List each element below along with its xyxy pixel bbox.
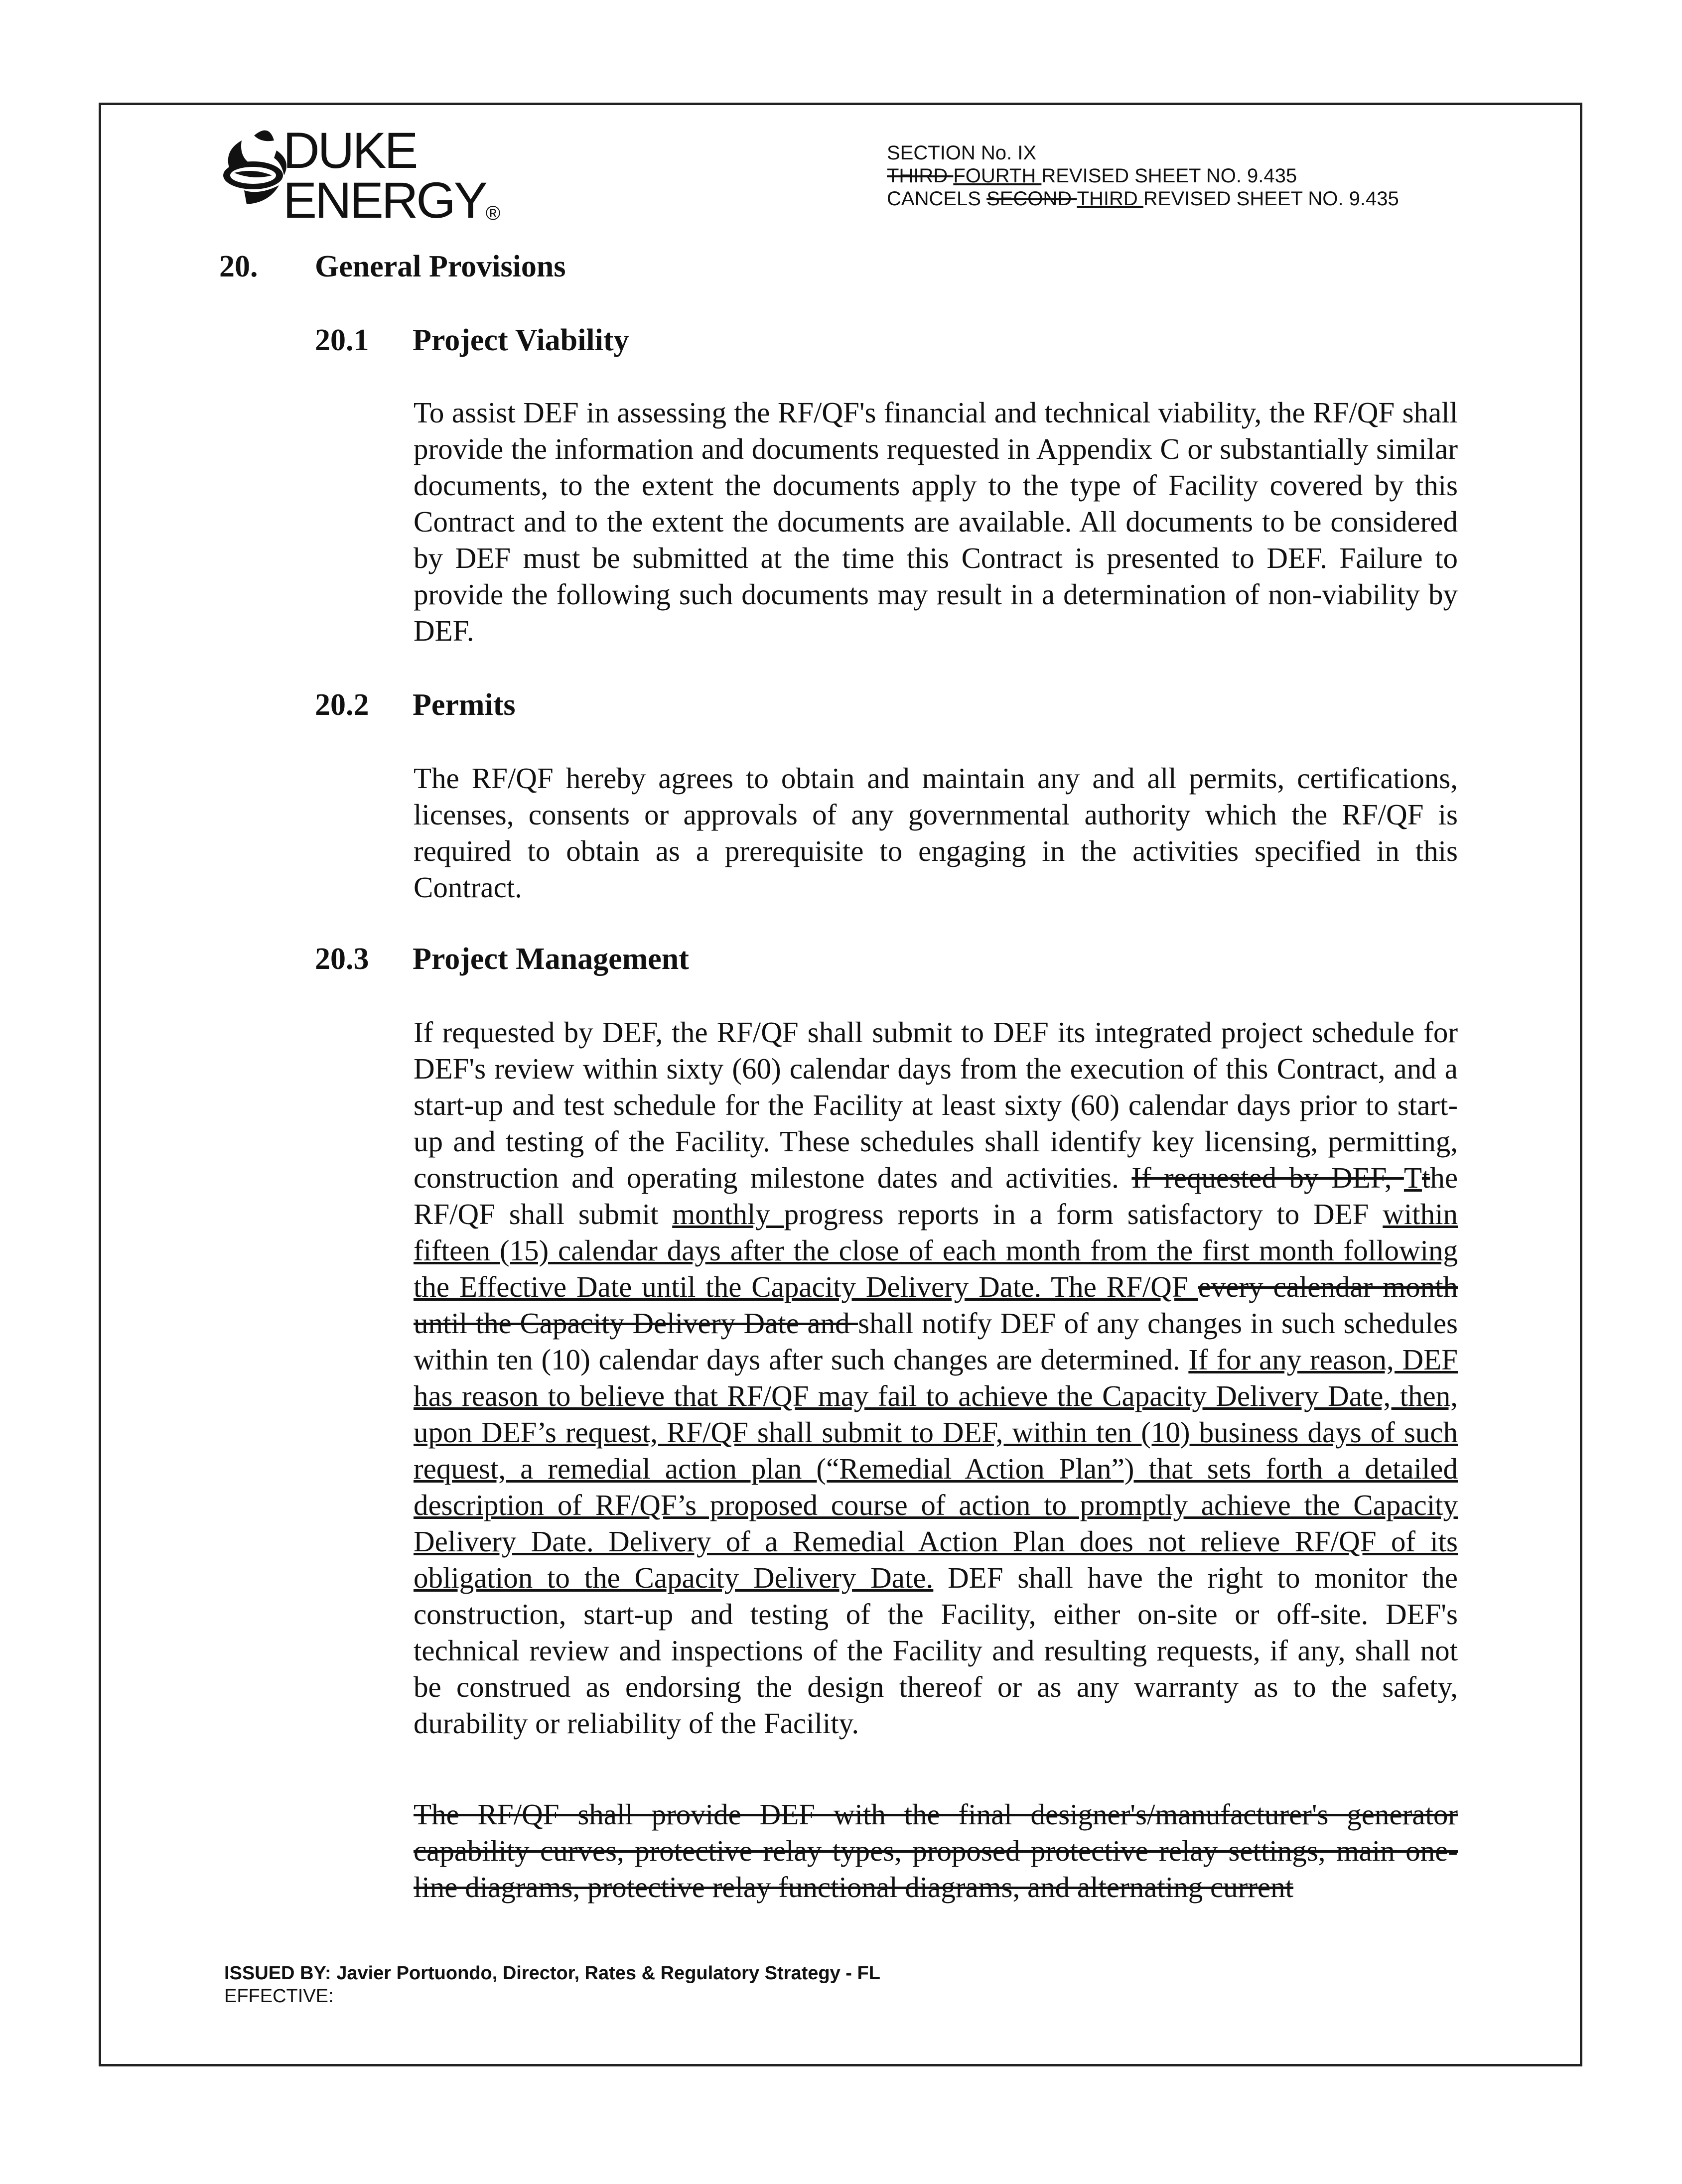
section-title: General Provisions bbox=[315, 250, 566, 283]
sheet-reference bbox=[887, 141, 1399, 210]
struck-text: SECOND bbox=[986, 188, 1077, 210]
registered-mark: ® bbox=[485, 202, 501, 224]
inserted-text: monthly bbox=[672, 1198, 784, 1230]
struck-text: every calendar month until the Capacity Delivery Date and bbox=[414, 1270, 1458, 1340]
struck-text: If requested by DEF, bbox=[1131, 1161, 1404, 1194]
deleted-paragraph: The RF/QF shall provide DEF with the final designer's/manufacturer's generator capability curves, protective relay types, proposed protective relay settings, main one-line diagrams, protective relay functional diagrams, and alternating current bbox=[414, 1798, 1458, 1904]
inserted-text: If for any reason, DEF has reason to believe that RF/QF may fail to achieve the Capacity Delivery Date, then, upon DEF’s request, RF/QF shall submit to DEF, within ten (10) business days of such request, a remedial action plan (“Remedial Action Plan”) that sets forth a detailed description of RF/QF’s proposed course of action to promptly achieve the Capacity Delivery Date. Delivery of a Remedial Action Plan does not relieve RF/QF of its obligation to the Capacity Delivery Date. bbox=[414, 1343, 1458, 1594]
revised-sheet-label: THIRD FOURTH REVISED SHEET NO. 9.435 bbox=[887, 165, 1297, 187]
struck-text: t bbox=[1421, 1161, 1430, 1194]
section-number: 20. bbox=[219, 250, 258, 283]
project-management-paragraph: If requested by DEF, the RF/QF shall submit to DEF its integrated project schedule for DEF's review within sixty (60) calendar days from the execution of this Contract, and a start-up and test schedule for the Facility at least sixty (60) calendar days prior to start-up and testing of the Facility. These schedules shall identify key licensing, permitting, construction and operating milestone dates and activities. If requested by DEF, Tthe RF/QF shall submit monthly progress reports in a form satisfactory to DEF within fifteen (15) calendar days after the close of each month from the first month following the Effective Date until the Capacity Delivery Date. The RF/QF every calendar month until the Capacity Delivery Date and shall notify DEF of any changes in such schedules within ten (10) calendar days after such changes are determined. If for any reason, DEF has reason to believe that RF/QF may fail to achieve the Capacity Delivery Date, then, upon DEF’s request, RF/QF shall submit to DEF, within ten (10) business days of such request, a remedial action plan (“Remedial Action Plan”) that sets forth a detailed description of RF/QF’s proposed course of action to promptly achieve the Capacity Delivery Date. Delivery of a Remedial Action Plan does not relieve RF/QF of its obligation to the Capacity Delivery Date. DEF shall have the right to monitor the construction, start-up and testing of the Facility, either on-site or off-site. DEF's technical review and inspections of the Facility and resulting requests, if any, shall not be construed as endorsing the design thereof or as any warranty as to the safety, durability or reliability of the Facility. bbox=[414, 1016, 1458, 1740]
inserted-text: THIRD bbox=[1077, 188, 1143, 210]
footer bbox=[224, 1962, 880, 2008]
project-viability-paragraph: To assist DEF in assessing the RF/QF's financial and technical viability, the RF/QF shall provide the information and documents requested in Appendix C or substantially similar documents, to the extent the documents apply to the type of Facility covered by this Contract and to the extent the documents are available. All documents to be considered by DEF must be submitted at the time this Contract is presented to DEF. Failure to provide the following such documents may result in a determination of non-viability by DEF. bbox=[414, 396, 1458, 647]
permits-paragraph: The RF/QF hereby agrees to obtain and maintain any and all permits, certifications, licenses, consents or approvals of any governmental authority which the RF/QF is required to obtain as a prerequisite to engaging in the activities specified in this Contract. bbox=[414, 762, 1458, 904]
inserted-text: T bbox=[1403, 1161, 1422, 1194]
subsection-title: Project Viability bbox=[413, 323, 629, 357]
inserted-text: within fifteen (15) calendar days after the close of each month from the first month following the Effective Date until the Capacity Delivery Date. The RF/QF bbox=[414, 1198, 1458, 1303]
subsection-title: Permits bbox=[413, 688, 516, 722]
logo-line-energy: ENERGY® bbox=[283, 172, 501, 229]
effective-line: EFFECTIVE: bbox=[224, 1986, 334, 2007]
logo-line-duke: DUKE bbox=[283, 122, 417, 179]
logo-wordmark bbox=[283, 122, 501, 236]
struck-text: THIRD bbox=[887, 165, 954, 187]
subsection-number: 20.2 bbox=[315, 688, 369, 722]
section-number-label: SECTION No. IX bbox=[887, 142, 1037, 164]
inserted-text: FOURTH bbox=[953, 165, 1042, 187]
subsection-number: 20.1 bbox=[315, 323, 369, 357]
subsection-number: 20.3 bbox=[315, 942, 369, 976]
subsection-title: Project Management bbox=[413, 942, 689, 976]
issued-by-line: ISSUED BY: Javier Portuondo, Director, Rates & Regulatory Strategy - FL bbox=[224, 1963, 880, 1984]
cancels-sheet-label: CANCELS SECOND THIRD REVISED SHEET NO. 9.435 bbox=[887, 188, 1399, 210]
